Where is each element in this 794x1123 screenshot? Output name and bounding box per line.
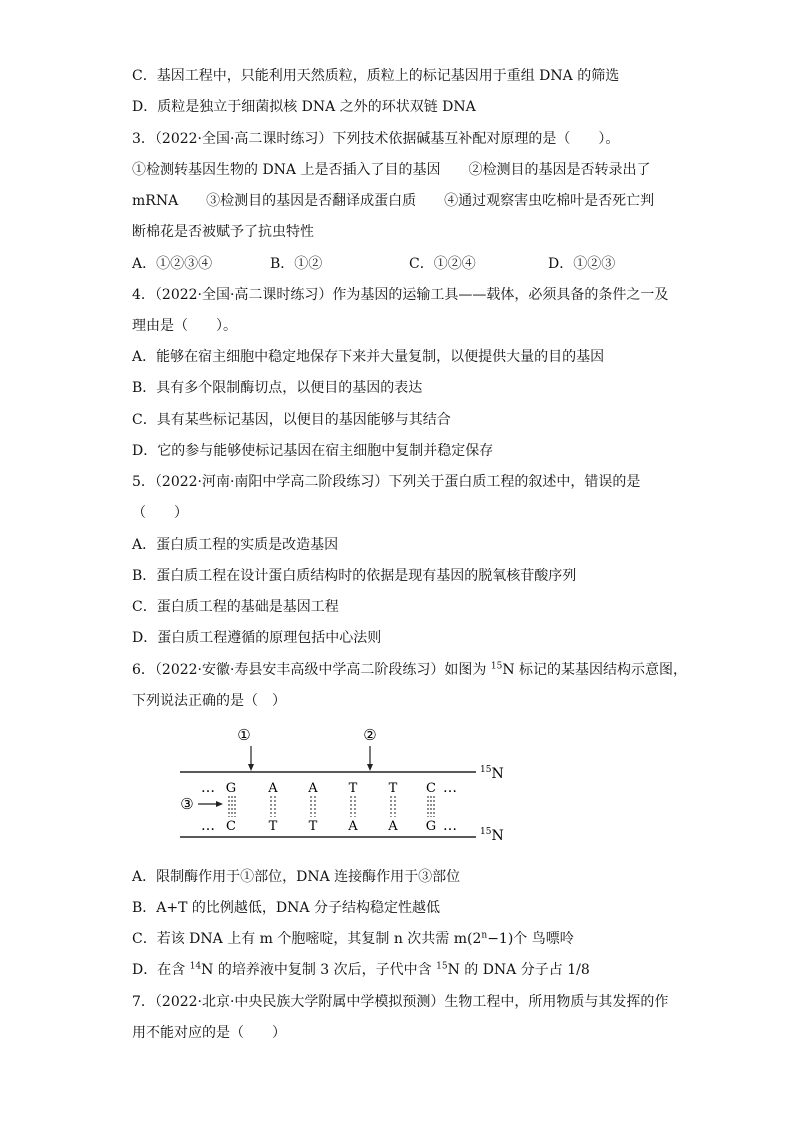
option-c: C．蛋白质工程的基础是基因工程 — [132, 599, 339, 615]
marker-1-label: ① — [237, 726, 251, 744]
marker-3-arrowhead — [216, 801, 223, 807]
dna-structure-diagram — [160, 722, 520, 850]
bottom-ellipsis: … — [201, 818, 215, 834]
marker-2-label: ② — [363, 726, 377, 744]
base-bottom-5: A — [388, 819, 398, 834]
option-b: B．A+T 的比例越低，DNA 分子结构稳定性越低 — [132, 900, 440, 916]
text-line: D．质粒是独立于细菌拟核 DNA 之外的环状双链 DNA — [132, 99, 476, 115]
option-b: B．①② — [270, 256, 323, 272]
n-label: N — [491, 828, 504, 844]
text-span: N 的培养液中复制 3 次后，子代中含 — [201, 962, 437, 978]
text-span: D．在含 — [132, 962, 190, 978]
base-top-3: A — [308, 781, 318, 796]
base-top-6: C — [426, 781, 436, 796]
marker-1-arrowhead — [248, 764, 254, 771]
text-line: 断棉花是否被赋予了抗虫特性 — [132, 224, 314, 240]
text-line: ①检测转基因生物的 DNA 上是否插入了目的基因 ②检测目的基因是否转录出了 — [132, 162, 651, 178]
base-bottom-3: T — [308, 819, 318, 834]
bottom-ellipsis-right: … — [443, 818, 457, 834]
option-b: B．蛋白质工程在设计蛋白质结构时的依据是现有基因的脱氧核苷酸序列 — [132, 568, 577, 584]
text-span: C．若该 DNA 上有 m 个胞嘧啶，其复制 n 次共需 m(2 — [132, 931, 482, 947]
text-span: N 标记的某基因结构示意图， — [502, 662, 688, 678]
top-ellipsis-right: … — [443, 780, 457, 796]
base-bottom-2: T — [268, 819, 278, 834]
top-strand-label — [480, 765, 504, 782]
text-line: C．基因工程中，只能利用天然质粒，质粒上的标记基因用于重组 DNA 的筛选 — [132, 68, 620, 84]
question-5-stem: 5．（2022·河南·南阳中学高二阶段练习）下列关于蛋白质工程的叙述中，错误的是 — [132, 474, 641, 490]
base-top-5: T — [388, 781, 398, 796]
option-a: A．①②③④ — [132, 256, 213, 272]
n-label: N — [491, 766, 504, 782]
base-top-4: T — [348, 781, 358, 796]
text-span: −1)个 鸟嘌呤 — [487, 931, 574, 947]
superscript: 15 — [480, 827, 492, 837]
option-a: A．蛋白质工程的实质是改造基因 — [132, 537, 339, 553]
superscript: 14 — [189, 961, 202, 972]
option-d: D．它的参与能够使标记基因在宿主细胞中复制并稳定保存 — [132, 443, 494, 459]
base-top-2: A — [268, 781, 278, 796]
top-ellipsis: … — [201, 780, 215, 796]
superscript: 15 — [490, 661, 503, 672]
question-6-stem — [132, 660, 687, 680]
base-bottom-6: G — [425, 819, 437, 834]
superscript: n — [481, 930, 488, 941]
option-a: A．限制酶作用于①部位，DNA 连接酶作用于③部位 — [132, 869, 461, 885]
option-a: A．能够在宿主细胞中稳定地保存下来并大量复制，以便提供大量的目的基因 — [132, 349, 605, 365]
hydrogen-bonds — [229, 796, 434, 817]
text-line: 理由是（ ）。 — [132, 318, 237, 334]
option-d: D．①②③ — [548, 256, 616, 272]
bottom-strand-label — [480, 827, 504, 844]
base-top-1: G — [225, 781, 237, 796]
option-c — [132, 929, 574, 949]
option-b: B．具有多个限制酶切点，以便目的基因的表达 — [132, 380, 423, 396]
question-3-stem: 3．（2022·全国·高二课时练习）下列技术依据碱基互补配对原理的是（ ）。 — [132, 131, 620, 147]
text-line: 下列说法正确的是（ ） — [132, 693, 286, 709]
option-c: C．①②④ — [409, 256, 476, 272]
text-line: 用不能对应的是（ ） — [132, 1025, 286, 1041]
base-bottom-1: C — [226, 819, 236, 834]
text-span: 6．（2022·安徽·寿县安丰高级中学高二阶段练习）如图为 — [132, 662, 491, 678]
superscript: 15 — [436, 961, 448, 972]
superscript: 15 — [480, 765, 492, 775]
question-3-options — [132, 254, 652, 274]
text-line: mRNA ③检测目的基因是否翻译成蛋白质 ④通过观察害虫吃棉叶是否死亡判 — [132, 193, 655, 209]
base-bottom-4: A — [348, 819, 358, 834]
marker-3-label: ③ — [180, 795, 194, 813]
option-d — [132, 960, 590, 980]
question-7-stem: 7．（2022·北京·中央民族大学附属中学模拟预测）生物工程中，所用物质与其发挥的作 — [132, 994, 669, 1010]
option-d: D．蛋白质工程遵循的原理包括中心法则 — [132, 630, 382, 646]
marker-2-arrowhead — [367, 764, 373, 771]
text-line: （ ） — [132, 505, 188, 521]
text-span: N 的 DNA 分子占 1/8 — [447, 962, 590, 978]
question-4-stem: 4．（2022·全国·高二课时练习）作为基因的运输工具——载体，必须具备的条件之一及 — [132, 287, 669, 303]
option-c: C．具有某些标记基因，以便目的基因能够与其结合 — [132, 412, 451, 428]
